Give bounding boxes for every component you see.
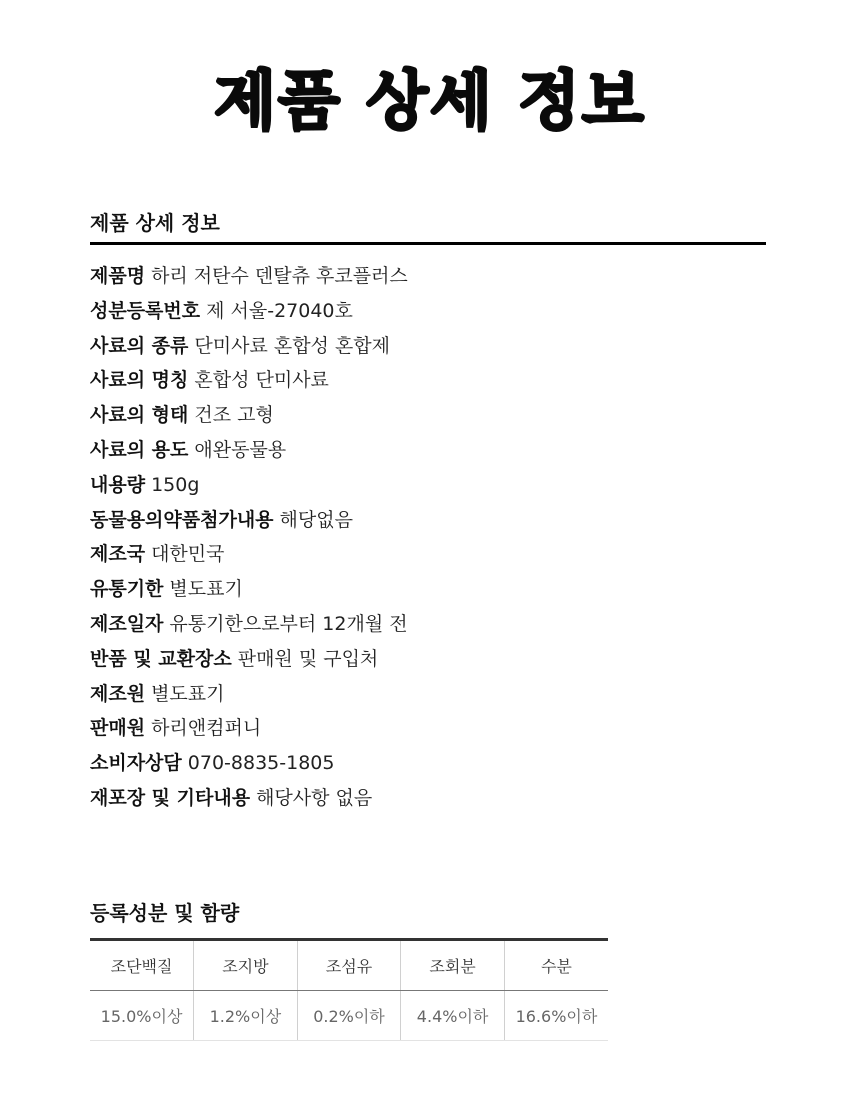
page-title: 제품 상세 정보 [214,65,646,139]
detail-label: 사료의 종류 [90,334,189,357]
detail-value: 해당사항 없음 [256,786,373,809]
detail-value: 별도표기 [169,578,243,601]
detail-value: 단미사료 혼합성 혼합제 [194,334,391,357]
value-crude-fiber: 0.2%이하 [297,991,401,1041]
detail-row-manufacture-date [90,607,766,642]
value-moisture: 16.6%이하 [504,991,608,1041]
detail-value: 대한민국 [151,543,225,566]
header-crude-fiber: 조섬유 [297,941,401,991]
detail-row-feed-form [90,398,766,433]
detail-value: 하리앤컴퍼니 [151,717,262,740]
detail-row-repackaging [90,781,766,816]
header-crude-ash: 조회분 [401,941,505,991]
value-crude-ash: 4.4%이하 [401,991,505,1041]
details-list [90,259,766,816]
detail-row-net-weight [90,468,766,503]
detail-value: 070-8835-1805 [187,752,335,775]
detail-label: 제조일자 [90,612,164,635]
detail-value: 하리 저탄수 덴탈츄 후코플러스 [151,265,408,287]
detail-label: 내용량 [90,473,146,496]
detail-row-feed-name [90,363,766,398]
detail-value: 150g [151,473,200,496]
detail-label: 유통기한 [90,578,164,601]
detail-row-return-place [90,642,766,677]
detail-row-country [90,537,766,572]
detail-value: 제 서울-27040호 [206,299,353,322]
header-moisture: 수분 [504,941,608,991]
detail-label: 제조국 [90,543,146,566]
detail-value: 판매원 및 구입처 [237,647,379,670]
detail-value: 해당없음 [279,508,353,531]
detail-label: 사료의 용도 [90,438,189,461]
detail-label: 제조원 [90,682,146,705]
header-crude-fat: 조지방 [194,941,298,991]
composition-heading: 등록성분 및 함량 [90,901,240,925]
detail-label: 재포장 및 기타내용 [90,786,251,809]
composition-table [90,941,608,1041]
detail-label: 사료의 형태 [90,404,189,427]
detail-label: 제품명 [90,265,146,287]
detail-label: 소비자상담 [90,752,182,775]
detail-row-feed-use [90,433,766,468]
detail-row-expiry [90,572,766,607]
detail-value: 유통기한으로부터 12개월 전 [169,612,408,635]
product-details-section [90,210,766,816]
value-crude-fat: 1.2%이상 [194,991,298,1041]
detail-row-seller [90,711,766,746]
value-crude-protein: 15.0%이상 [90,991,194,1041]
composition-value-row [90,991,608,1041]
detail-value: 건조 고형 [194,404,274,427]
detail-label: 반품 및 교환장소 [90,647,232,670]
detail-label: 판매원 [90,717,146,740]
detail-value: 혼합성 단미사료 [194,369,329,392]
detail-row-manufacturer [90,677,766,712]
detail-label: 사료의 명칭 [90,369,189,392]
details-heading: 제품 상세 정보 [90,211,220,235]
details-heading-rule [90,210,766,245]
detail-row-registration-number [90,294,766,329]
detail-row-product-name [90,259,766,294]
detail-row-feed-type [90,329,766,364]
detail-value: 애완동물용 [194,438,287,461]
detail-row-veterinary-additives [90,503,766,538]
composition-section [90,900,608,1041]
detail-row-customer-service [90,746,766,781]
header-crude-protein: 조단백질 [90,941,194,991]
detail-label: 동물용의약품첨가내용 [90,508,274,531]
detail-label: 성분등록번호 [90,299,201,322]
detail-value: 별도표기 [151,682,225,705]
composition-header-row [90,941,608,991]
